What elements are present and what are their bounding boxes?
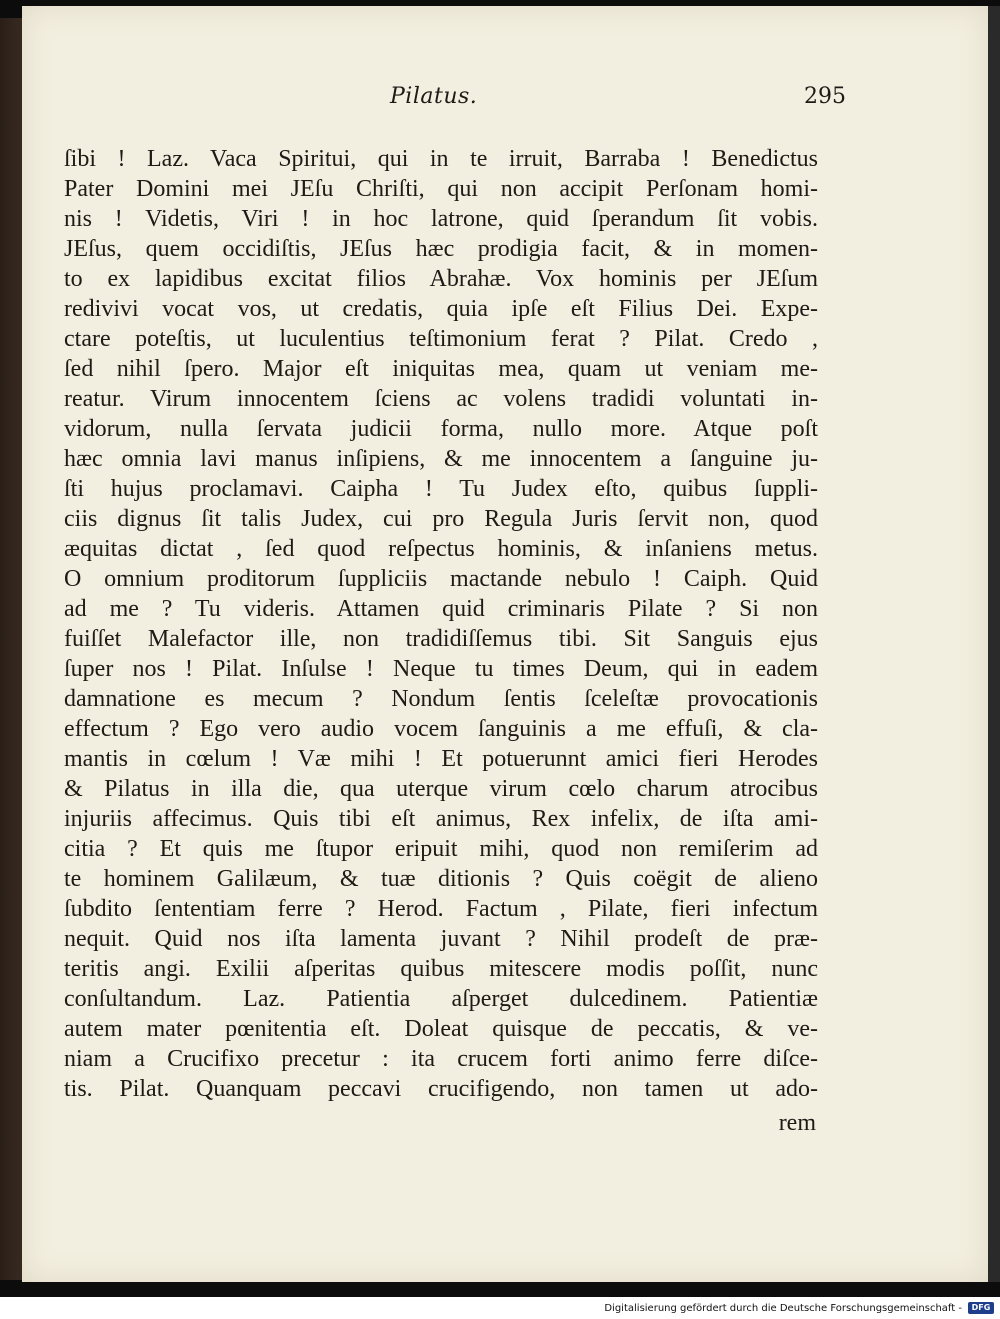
dfg-logo: DFG xyxy=(968,1302,994,1314)
text-line: redivivi vocat vos, ut credatis, quia ipſe eſt Filius Dei. Expe- xyxy=(64,296,818,322)
text-line: conſultandum. Laz. Patientia aſperget dulcedinem. Patientiæ xyxy=(64,986,818,1012)
text-line: ſibi ! Laz. Vaca Spiritui, qui in te irruit, Barraba ! Benedictus xyxy=(64,146,818,172)
text-line: injuriis affecimus. Quis tibi eſt animus, Rex infelix, de iſta ami- xyxy=(64,806,818,832)
catchword: rem xyxy=(778,1110,816,1136)
text-line: reatur. Virum innocentem ſciens ac volens tradidi voluntati in- xyxy=(64,386,818,412)
body-text xyxy=(64,144,818,1104)
text-line: tis. Pilat. Quanquam peccavi crucifigendo, non tamen ut ado- xyxy=(64,1076,818,1102)
text-line: ſuper nos ! Pilat. Inſulse ! Neque tu times Deum, qui in eadem xyxy=(64,656,818,682)
text-line: fuiſſet Malefactor ille, non tradidiſſemus tibi. Sit Sanguis ejus xyxy=(64,626,818,652)
text-line: teritis angi. Exilii aſperitas quibus mitescere modis poſſit, nunc xyxy=(64,956,818,982)
text-line: æquitas dictat , ſed quod reſpectus hominis, & inſaniens metus. xyxy=(64,536,818,562)
text-line: to ex lapidibus excitat filios Abrahæ. Vox hominis per JEſum xyxy=(64,266,818,292)
page-number: 295 xyxy=(804,84,846,109)
text-line: mantis in cœlum ! Væ mihi ! Et potuerunnt amici fieri Herodes xyxy=(64,746,818,772)
text-line: damnatione es mecum ? Nondum ſentis ſceleſtæ provocationis xyxy=(64,686,818,712)
text-line: ſubdito ſententiam ferre ? Herod. Factum , Pilate, fieri infectum xyxy=(64,896,818,922)
text-line: te hominem Galilæum, & tuæ ditionis ? Quis coëgit de alieno xyxy=(64,866,818,892)
text-line: ſed nihil ſpero. Major eſt iniquitas mea, quam ut veniam me- xyxy=(64,356,818,382)
running-title: Pilatus. xyxy=(390,84,478,109)
text-line: hæc omnia lavi manus inſipiens, & me innocentem a ſanguine ju- xyxy=(64,446,818,472)
text-line: vidorum, nulla ſervata judicii forma, nullo more. Atque poſt xyxy=(64,416,818,442)
text-line: ciis dignus ſit talis Judex, cui pro Regula Juris ſervit non, quod xyxy=(64,506,818,532)
text-line: ſti hujus proclamavi. Caipha ! Tu Judex eſto, quibus ſuppli- xyxy=(64,476,818,502)
text-line: effectum ? Ego vero audio vocem ſanguinis a me effuſi, & cla- xyxy=(64,716,818,742)
text-line: Pater Domini mei JEſu Chriſti, qui non accipit Perſonam homi- xyxy=(64,176,818,202)
text-line: autem mater pœnitentia eſt. Doleat quisque de peccatis, & ve- xyxy=(64,1016,818,1042)
text-line: & Pilatus in illa die, qua uterque virum cœlo charum atrocibus xyxy=(64,776,818,802)
text-line: nis ! Videtis, Viri ! in hoc latrone, quid ſperandum ſit vobis. xyxy=(64,206,818,232)
text-line: ctare poteſtis, ut luculentius teſtimonium ferat ? Pilat. Credo , xyxy=(64,326,818,352)
text-line: citia ? Et quis me ſtupor eripuit mihi, quod non remiſerim ad xyxy=(64,836,818,862)
text-line: JEſus, quem occidiſtis, JEſus hæc prodigia facit, & in momen- xyxy=(64,236,818,262)
text-line: niam a Crucifixo precetur : ita crucem forti animo ferre diſce- xyxy=(64,1046,818,1072)
digitization-credit: Digitalisierung gefördert durch die Deutsche Forschungsgemeinschaft - xyxy=(604,1303,962,1314)
text-line: nequit. Quid nos iſta lamenta juvant ? Nihil prodeſt de præ- xyxy=(64,926,818,952)
page-right-edge xyxy=(988,6,1000,1282)
text-line: ad me ? Tu videris. Attamen quid criminaris Pilate ? Si non xyxy=(64,596,818,622)
text-line: O omnium proditorum ſuppliciis mactande nebulo ! Caiph. Quid xyxy=(64,566,818,592)
